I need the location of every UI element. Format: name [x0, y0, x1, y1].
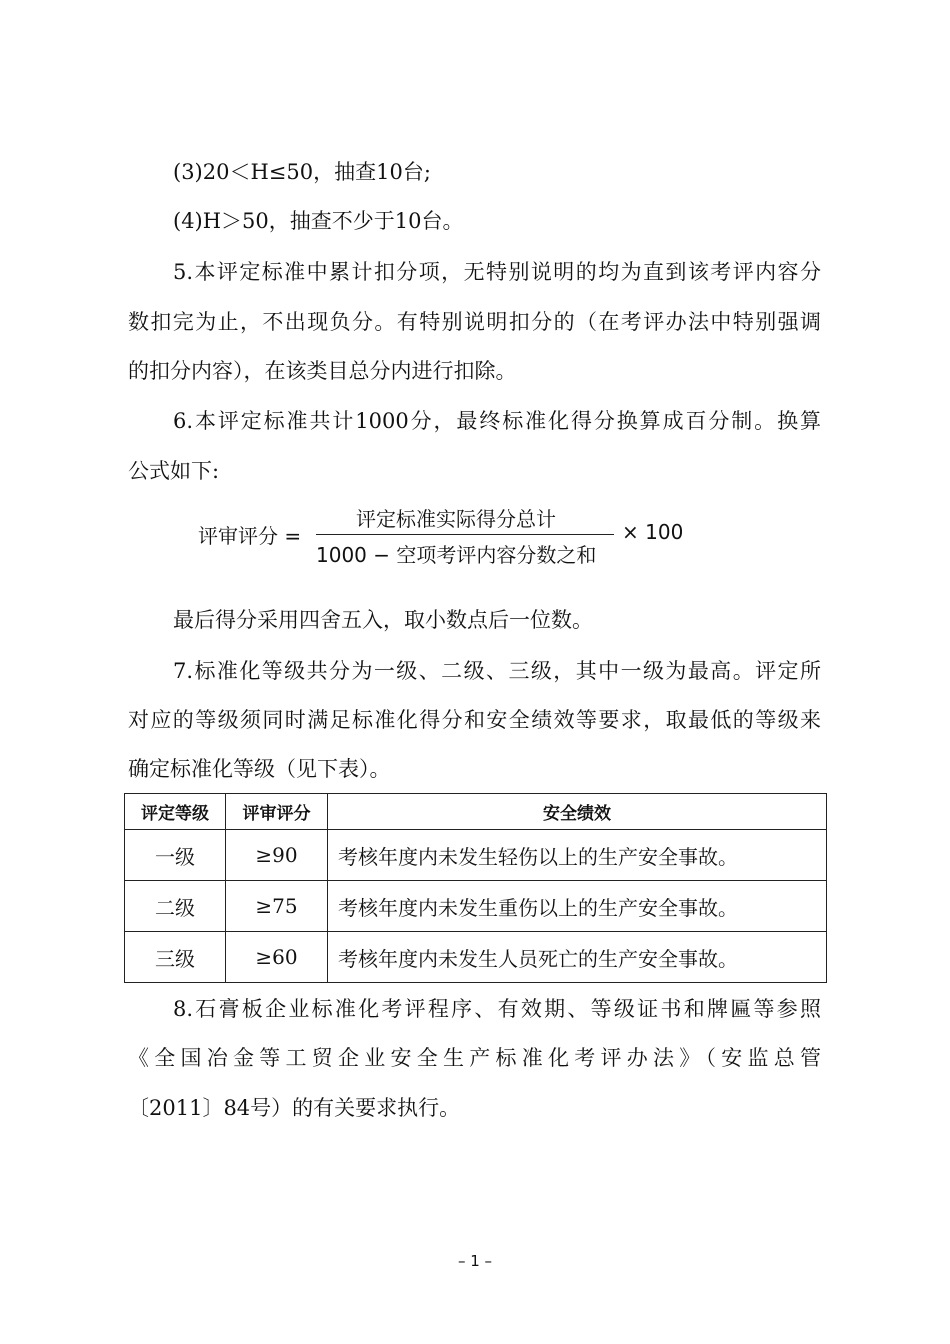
cell-score: ≥75: [226, 881, 328, 932]
table-row: [125, 881, 827, 932]
rounding-note: 最后得分采用四舍五入，取小数点后一位数。: [173, 608, 593, 632]
cell-performance: 考核年度内未发生人员死亡的生产安全事故。: [328, 932, 827, 983]
table-row: [125, 932, 827, 983]
table-row: [125, 830, 827, 881]
score-formula: [198, 500, 698, 570]
paragraph-line: 8.石膏板企业标准化考评程序、有效期、等级证书和牌匾等参照: [173, 997, 821, 1021]
page-number: – 1 –: [457, 1252, 493, 1270]
cell-level: 三级: [125, 932, 226, 983]
formula-multiplier: × 100: [622, 520, 684, 544]
paragraph-line: 数扣完为止，不出现负分。有特别说明扣分的（在考评办法中特别强调: [128, 310, 821, 334]
cell-score: ≥60: [226, 932, 328, 983]
header-score: 评审评分: [226, 794, 328, 830]
cell-level: 二级: [125, 881, 226, 932]
list-item-3: (3)20＜H≤50，抽查10台;: [173, 160, 431, 184]
formula-lhs: 评审评分 =: [198, 524, 302, 548]
formula-denominator: 1000 − 空项考评内容分数之和: [316, 543, 597, 567]
paragraph-line: 〔2011〕84号）的有关要求执行。: [128, 1096, 461, 1120]
cell-level: 一级: [125, 830, 226, 881]
table-header-row: [125, 794, 827, 830]
paragraph-line: 《全国冶金等工贸企业安全生产标准化考评办法》（安监总管: [128, 1046, 821, 1070]
header-performance: 安全绩效: [328, 794, 827, 830]
fraction-bar: [316, 534, 614, 535]
cell-score: ≥90: [226, 830, 328, 881]
cell-performance: 考核年度内未发生轻伤以上的生产安全事故。: [328, 830, 827, 881]
paragraph-line: 公式如下:: [128, 459, 220, 483]
paragraph-line: 7.标准化等级共分为一级、二级、三级，其中一级为最高。评定所: [173, 659, 821, 683]
paragraph-line: 5.本评定标准中累计扣分项，无特别说明的均为直到该考评内容分: [173, 260, 821, 284]
grade-table: [124, 793, 827, 983]
cell-performance: 考核年度内未发生重伤以上的生产安全事故。: [328, 881, 827, 932]
paragraph-line: 确定标准化等级（见下表）。: [128, 757, 391, 781]
header-level: 评定等级: [125, 794, 226, 830]
list-item-4: (4)H＞50，抽查不少于10台。: [173, 209, 464, 233]
paragraph-line: 6.本评定标准共计1000分，最终标准化得分换算成百分制。换算: [173, 409, 821, 433]
paragraph-line: 的扣分内容），在该类目总分内进行扣除。: [128, 359, 517, 383]
paragraph-line: 对应的等级须同时满足标准化得分和安全绩效等要求，取最低的等级来: [128, 708, 821, 732]
formula-numerator: 评定标准实际得分总计: [356, 507, 556, 531]
